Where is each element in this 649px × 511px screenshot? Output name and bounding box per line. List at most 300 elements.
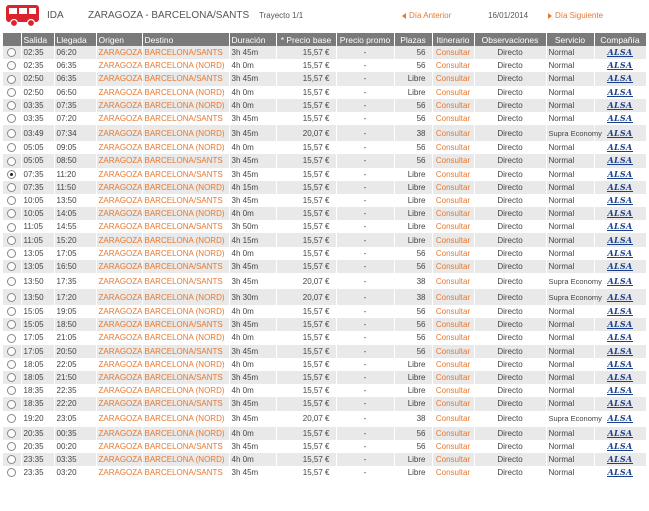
row-select-cell[interactable] (3, 273, 21, 289)
cell-destino[interactable]: BARCELONA/SANTS (142, 440, 229, 453)
cell-origen[interactable]: ZARAGOZA (96, 305, 142, 318)
alsa-logo: ALSA (607, 168, 633, 179)
cell-destino[interactable]: BARCELONA (NORD) (142, 125, 229, 141)
cell-itinerario-link[interactable]: Consultar (432, 260, 474, 273)
servicio-label: Normal (548, 74, 575, 84)
cell-itinerario-link[interactable]: Consultar (432, 141, 474, 154)
next-day-link[interactable] (545, 11, 603, 20)
row-select-cell[interactable] (3, 59, 21, 72)
cell-itinerario-link[interactable]: Consultar (432, 453, 474, 466)
cell-precio-base: 15,57 € (276, 427, 336, 440)
cell-origen[interactable]: ZARAGOZA (96, 181, 142, 194)
cell-observaciones: Directo (474, 168, 546, 181)
table-row[interactable] (3, 141, 646, 154)
cell-origen[interactable]: ZARAGOZA (96, 466, 142, 479)
cell-itinerario-link[interactable]: Consultar (432, 181, 474, 194)
cell-salida: 17:05 (21, 345, 54, 358)
cell-origen[interactable]: ZARAGOZA (96, 331, 142, 344)
cell-plazas: Libre (394, 358, 432, 371)
cell-itinerario-link[interactable]: Consultar (432, 384, 474, 397)
cell-itinerario-link[interactable]: Consultar (432, 345, 474, 358)
cell-origen[interactable]: ZARAGOZA (96, 371, 142, 384)
table-row[interactable] (3, 125, 646, 141)
cell-destino[interactable]: BARCELONA (NORD) (142, 233, 229, 246)
row-radio[interactable] (7, 293, 16, 302)
cell-itinerario-link[interactable]: Consultar (432, 233, 474, 246)
cell-destino[interactable]: BARCELONA (NORD) (142, 59, 229, 72)
table-row[interactable] (3, 411, 646, 427)
cell-salida: 18:35 (21, 384, 54, 397)
row-radio[interactable] (7, 334, 16, 343)
row-radio[interactable] (7, 183, 16, 192)
row-select-cell[interactable] (3, 247, 21, 260)
row-radio[interactable] (7, 48, 16, 57)
cell-destino[interactable]: BARCELONA/SANTS (142, 112, 229, 125)
cell-servicio (546, 384, 594, 397)
cell-duracion: 4h 15m (229, 181, 276, 194)
row-radio[interactable] (7, 101, 16, 110)
cell-precio-base: 15,57 € (276, 247, 336, 260)
cell-itinerario-link[interactable]: Consultar (432, 427, 474, 440)
row-radio[interactable] (7, 414, 16, 423)
row-select-cell[interactable] (3, 181, 21, 194)
cell-origen[interactable]: ZARAGOZA (96, 168, 142, 181)
cell-llegada: 06:35 (54, 72, 96, 85)
cell-precio-base: 15,57 € (276, 233, 336, 246)
row-radio[interactable] (7, 455, 16, 464)
table-row[interactable] (3, 260, 646, 273)
cell-destino[interactable]: BARCELONA/SANTS (142, 154, 229, 167)
cell-duracion: 3h 45m (229, 112, 276, 125)
cell-plazas: Libre (394, 220, 432, 233)
cell-observaciones: Directo (474, 345, 546, 358)
cell-salida: 13:05 (21, 260, 54, 273)
cell-precio-base: 20,07 € (276, 411, 336, 427)
header-destino[interactable]: Destino (142, 33, 229, 46)
cell-origen[interactable]: ZARAGOZA (96, 59, 142, 72)
row-select-cell[interactable] (3, 141, 21, 154)
cell-salida: 02:50 (21, 72, 54, 85)
row-radio[interactable] (7, 170, 16, 179)
table-row[interactable] (3, 345, 646, 358)
alsa-logo: ALSA (607, 372, 633, 383)
cell-itinerario-link[interactable]: Consultar (432, 397, 474, 410)
cell-llegada: 11:50 (54, 181, 96, 194)
row-select-cell[interactable] (3, 220, 21, 233)
servicio-label: Normal (548, 156, 575, 166)
servicio-label: Normal (548, 248, 575, 258)
cell-origen[interactable]: ZARAGOZA (96, 384, 142, 397)
table-row[interactable] (3, 397, 646, 410)
cell-plazas: 56 (394, 427, 432, 440)
table-row[interactable] (3, 247, 646, 260)
cell-origen[interactable]: ZARAGOZA (96, 345, 142, 358)
cell-itinerario-link[interactable]: Consultar (432, 358, 474, 371)
cell-destino[interactable]: BARCELONA/SANTS (142, 397, 229, 410)
alsa-logo: ALSA (607, 398, 633, 409)
cell-destino[interactable]: BARCELONA (NORD) (142, 384, 229, 397)
header-plazas[interactable]: Plazas (394, 33, 432, 46)
row-radio[interactable] (7, 262, 16, 271)
cell-salida: 13:05 (21, 247, 54, 260)
cell-compania (594, 46, 646, 59)
cell-origen[interactable]: ZARAGOZA (96, 411, 142, 427)
row-radio[interactable] (7, 129, 16, 138)
row-select-cell[interactable] (3, 440, 21, 453)
cell-llegada: 17:05 (54, 247, 96, 260)
servicio-label: Normal (548, 48, 575, 58)
cell-itinerario-link[interactable]: Consultar (432, 59, 474, 72)
servicio-label: Normal (548, 468, 575, 478)
cell-plazas: 56 (394, 112, 432, 125)
table-row[interactable] (3, 207, 646, 220)
servicio-label: Normal (548, 359, 575, 369)
cell-observaciones: Directo (474, 207, 546, 220)
row-radio[interactable] (7, 320, 16, 329)
row-select-cell[interactable] (3, 72, 21, 85)
cell-duracion: 4h 0m (229, 384, 276, 397)
row-select-cell[interactable] (3, 305, 21, 318)
cell-llegada: 21:50 (54, 371, 96, 384)
cell-itinerario-link[interactable]: Consultar (432, 371, 474, 384)
cell-itinerario-link[interactable]: Consultar (432, 86, 474, 99)
cell-destino[interactable]: BARCELONA (NORD) (142, 207, 229, 220)
table-row[interactable] (3, 466, 646, 479)
row-select-cell[interactable] (3, 194, 21, 207)
cell-itinerario-link[interactable]: Consultar (432, 466, 474, 479)
table-row[interactable] (3, 331, 646, 344)
cell-itinerario-link[interactable]: Consultar (432, 125, 474, 141)
cell-itinerario-link[interactable]: Consultar (432, 46, 474, 59)
table-row[interactable] (3, 453, 646, 466)
row-select-cell[interactable] (3, 384, 21, 397)
cell-plazas: Libre (394, 86, 432, 99)
cell-itinerario-link[interactable]: Consultar (432, 99, 474, 112)
cell-itinerario-link[interactable]: Consultar (432, 247, 474, 260)
cell-origen[interactable]: ZARAGOZA (96, 207, 142, 220)
cell-destino[interactable]: BARCELONA/SANTS (142, 194, 229, 207)
cell-destino[interactable]: BARCELONA/SANTS (142, 46, 229, 59)
row-select-cell[interactable] (3, 86, 21, 99)
cell-observaciones: Directo (474, 260, 546, 273)
cell-observaciones: Directo (474, 112, 546, 125)
row-radio[interactable] (7, 373, 16, 382)
row-select-cell[interactable] (3, 411, 21, 427)
cell-origen[interactable]: ZARAGOZA (96, 112, 142, 125)
cell-salida: 15:05 (21, 318, 54, 331)
row-radio[interactable] (7, 157, 16, 166)
row-radio[interactable] (7, 209, 16, 218)
row-radio[interactable] (7, 143, 16, 152)
row-radio[interactable] (7, 88, 16, 97)
cell-origen[interactable]: ZARAGOZA (96, 358, 142, 371)
row-select-cell[interactable] (3, 453, 21, 466)
cell-precio-promo: - (336, 220, 394, 233)
table-row[interactable] (3, 427, 646, 440)
prev-day-link[interactable] (399, 11, 451, 20)
cell-destino[interactable]: BARCELONA/SANTS (142, 72, 229, 85)
alsa-logo: ALSA (607, 47, 633, 58)
cell-destino[interactable]: BARCELONA/SANTS (142, 466, 229, 479)
header-salida[interactable]: Salida (21, 33, 54, 46)
cell-precio-promo: - (336, 411, 394, 427)
cell-destino[interactable]: BARCELONA/SANTS (142, 273, 229, 289)
cell-origen[interactable]: ZARAGOZA (96, 453, 142, 466)
cell-salida: 02:35 (21, 59, 54, 72)
cell-precio-base: 15,57 € (276, 154, 336, 167)
cell-destino[interactable]: BARCELONA (NORD) (142, 305, 229, 318)
cell-servicio (546, 194, 594, 207)
arrow-left-icon (402, 13, 406, 19)
cell-destino[interactable]: BARCELONA/SANTS (142, 371, 229, 384)
cell-destino[interactable]: BARCELONA/SANTS (142, 318, 229, 331)
cell-itinerario-link[interactable]: Consultar (432, 220, 474, 233)
cell-servicio (546, 220, 594, 233)
row-select-cell[interactable] (3, 46, 21, 59)
row-select-cell[interactable] (3, 397, 21, 410)
cell-compania (594, 331, 646, 344)
cell-destino[interactable]: BARCELONA (NORD) (142, 86, 229, 99)
row-select-cell[interactable] (3, 318, 21, 331)
cell-servicio (546, 112, 594, 125)
cell-itinerario-link[interactable]: Consultar (432, 72, 474, 85)
row-radio[interactable] (7, 400, 16, 409)
servicio-label: Normal (548, 222, 575, 232)
header-precio-promo[interactable]: Precio promo (336, 33, 394, 46)
cell-servicio (546, 289, 602, 305)
row-select-cell[interactable] (3, 289, 21, 305)
table-row[interactable] (3, 112, 646, 125)
cell-precio-promo: - (336, 427, 394, 440)
cell-origen[interactable]: ZARAGOZA (96, 233, 142, 246)
servicio-label: Normal (548, 114, 575, 124)
servicio-label: Normal (548, 399, 575, 409)
cell-plazas: 56 (394, 59, 432, 72)
cell-itinerario-link[interactable]: Consultar (432, 207, 474, 220)
cell-observaciones: Directo (474, 318, 546, 331)
cell-observaciones: Directo (474, 466, 546, 479)
table-row[interactable] (3, 220, 646, 233)
cell-origen[interactable]: ZARAGOZA (96, 397, 142, 410)
row-select-cell[interactable] (3, 371, 21, 384)
cell-servicio (546, 207, 594, 220)
cell-destino[interactable]: BARCELONA (NORD) (142, 141, 229, 154)
cell-destino[interactable]: BARCELONA/SANTS (142, 260, 229, 273)
cell-destino[interactable]: BARCELONA (NORD) (142, 247, 229, 260)
row-radio[interactable] (7, 75, 16, 84)
cell-itinerario-link[interactable]: Consultar (432, 305, 474, 318)
cell-destino[interactable]: BARCELONA/SANTS (142, 220, 229, 233)
cell-destino[interactable]: BARCELONA (NORD) (142, 289, 229, 305)
cell-destino[interactable]: BARCELONA (NORD) (142, 358, 229, 371)
cell-itinerario-link[interactable]: Consultar (432, 331, 474, 344)
cell-destino[interactable]: BARCELONA/SANTS (142, 168, 229, 181)
table-row[interactable] (3, 99, 646, 112)
cell-precio-base: 15,57 € (276, 59, 336, 72)
cell-salida: 07:35 (21, 168, 54, 181)
cell-destino[interactable]: BARCELONA (NORD) (142, 453, 229, 466)
cell-origen[interactable]: ZARAGOZA (96, 125, 142, 141)
table-row[interactable] (3, 59, 646, 72)
cell-destino[interactable]: BARCELONA (NORD) (142, 331, 229, 344)
cell-precio-base: 15,57 € (276, 466, 336, 479)
cell-llegada: 14:55 (54, 220, 96, 233)
row-radio[interactable] (7, 223, 16, 232)
cell-origen[interactable]: ZARAGOZA (96, 260, 142, 273)
header-llegada[interactable]: Llegada (54, 33, 96, 46)
row-select-cell[interactable] (3, 168, 21, 181)
table-row[interactable] (3, 371, 646, 384)
cell-precio-promo: - (336, 305, 394, 318)
cell-itinerario-link[interactable]: Consultar (432, 411, 474, 427)
cell-destino[interactable]: BARCELONA (NORD) (142, 181, 229, 194)
row-select-cell[interactable] (3, 125, 21, 141)
table-row[interactable] (3, 72, 646, 85)
row-select-cell[interactable] (3, 345, 21, 358)
cell-plazas: 56 (394, 260, 432, 273)
cell-observaciones: Directo (474, 305, 546, 318)
cell-itinerario-link[interactable]: Consultar (432, 154, 474, 167)
cell-origen[interactable]: ZARAGOZA (96, 220, 142, 233)
row-select-cell[interactable] (3, 260, 21, 273)
cell-origen[interactable]: ZARAGOZA (96, 46, 142, 59)
cell-origen[interactable]: ZARAGOZA (96, 86, 142, 99)
cell-plazas: Libre (394, 207, 432, 220)
row-radio[interactable] (7, 468, 16, 477)
table-row[interactable] (3, 168, 646, 181)
cell-salida: 10:05 (21, 194, 54, 207)
cell-precio-base: 15,57 € (276, 318, 336, 331)
cell-origen[interactable]: ZARAGOZA (96, 154, 142, 167)
cell-origen[interactable]: ZARAGOZA (96, 289, 142, 305)
cell-destino[interactable]: BARCELONA/SANTS (142, 345, 229, 358)
header-origen[interactable]: Origen (96, 33, 142, 46)
cell-itinerario-link[interactable]: Consultar (432, 440, 474, 453)
cell-plazas: 56 (394, 345, 432, 358)
table-row[interactable] (3, 181, 646, 194)
row-select-cell[interactable] (3, 358, 21, 371)
cell-compania (594, 154, 646, 167)
row-select-cell[interactable] (3, 154, 21, 167)
cell-origen[interactable]: ZARAGOZA (96, 427, 142, 440)
servicio-label: Normal (548, 61, 575, 71)
cell-compania (594, 86, 646, 99)
cell-llegada: 21:05 (54, 331, 96, 344)
cell-origen[interactable]: ZARAGOZA (96, 141, 142, 154)
cell-compania (594, 440, 646, 453)
cell-observaciones: Directo (474, 289, 546, 305)
cell-origen[interactable]: ZARAGOZA (96, 440, 142, 453)
cell-precio-base: 15,57 € (276, 384, 336, 397)
row-select-cell[interactable] (3, 99, 21, 112)
cell-origen[interactable]: ZARAGOZA (96, 72, 142, 85)
row-radio[interactable] (7, 360, 16, 369)
row-radio[interactable] (7, 236, 16, 245)
cell-destino[interactable]: BARCELONA (NORD) (142, 99, 229, 112)
alsa-logo: ALSA (607, 60, 633, 71)
header-servicio[interactable]: Servicio (546, 33, 594, 46)
row-select-cell[interactable] (3, 427, 21, 440)
cell-llegada: 22:35 (54, 384, 96, 397)
row-radio[interactable] (7, 442, 16, 451)
row-radio[interactable] (7, 307, 16, 316)
cell-salida: 13:50 (21, 289, 54, 305)
cell-precio-promo: - (336, 46, 394, 59)
row-radio[interactable] (7, 347, 16, 356)
row-select-cell[interactable] (3, 112, 21, 125)
table-row[interactable] (3, 318, 646, 331)
table-row[interactable] (3, 305, 646, 318)
row-radio[interactable] (7, 277, 16, 286)
cell-destino[interactable]: BARCELONA (NORD) (142, 411, 229, 427)
cell-salida: 07:35 (21, 181, 54, 194)
cell-itinerario-link[interactable]: Consultar (432, 112, 474, 125)
cell-precio-promo: - (336, 384, 394, 397)
cell-llegada: 00:20 (54, 440, 96, 453)
cell-duracion: 3h 45m (229, 125, 276, 141)
servicio-label: Normal (548, 87, 575, 97)
row-select-cell[interactable] (3, 466, 21, 479)
row-select-cell[interactable] (3, 233, 21, 246)
header-precio-base[interactable]: * Precio base (276, 33, 336, 46)
row-radio[interactable] (7, 429, 16, 438)
table-row[interactable] (3, 358, 646, 371)
header-duracion[interactable]: Duración (229, 33, 276, 46)
cell-compania (594, 181, 646, 194)
row-select-cell[interactable] (3, 207, 21, 220)
row-radio[interactable] (7, 386, 16, 395)
alsa-logo: ALSA (607, 73, 633, 84)
route-title: ZARAGOZA - BARCELONA/SANTS (88, 10, 250, 21)
cell-origen[interactable]: ZARAGOZA (96, 247, 142, 260)
table-row[interactable] (3, 154, 646, 167)
cell-precio-promo: - (336, 453, 394, 466)
cell-itinerario-link[interactable]: Consultar (432, 318, 474, 331)
table-row[interactable] (3, 194, 646, 207)
row-radio[interactable] (7, 196, 16, 205)
cell-origen[interactable]: ZARAGOZA (96, 273, 142, 289)
cell-itinerario-link[interactable]: Consultar (432, 194, 474, 207)
cell-precio-base: 15,57 € (276, 220, 336, 233)
table-row[interactable] (3, 440, 646, 453)
row-select-cell[interactable] (3, 331, 21, 344)
cell-precio-base: 15,57 € (276, 46, 336, 59)
table-row[interactable] (3, 233, 646, 246)
cell-itinerario-link[interactable]: Consultar (432, 168, 474, 181)
table-row[interactable] (3, 273, 646, 289)
alsa-logo: ALSA (607, 453, 633, 464)
cell-itinerario-link[interactable]: Consultar (432, 289, 474, 305)
cell-origen[interactable]: ZARAGOZA (96, 99, 142, 112)
cell-itinerario-link[interactable]: Consultar (432, 273, 474, 289)
table-row[interactable] (3, 86, 646, 99)
cell-observaciones: Directo (474, 141, 546, 154)
cell-origen[interactable]: ZARAGOZA (96, 318, 142, 331)
row-radio[interactable] (7, 61, 16, 70)
row-radio[interactable] (7, 249, 16, 258)
cell-destino[interactable]: BARCELONA (NORD) (142, 427, 229, 440)
servicio-label: Normal (548, 195, 575, 205)
table-row[interactable] (3, 46, 646, 59)
row-radio[interactable] (7, 114, 16, 123)
table-row[interactable] (3, 289, 646, 305)
cell-llegada: 18:50 (54, 318, 96, 331)
table-row[interactable] (3, 384, 646, 397)
alsa-logo: ALSA (607, 127, 633, 138)
header-compania: Compañía (594, 33, 646, 46)
cell-origen[interactable]: ZARAGOZA (96, 194, 142, 207)
alsa-logo: ALSA (607, 358, 633, 369)
